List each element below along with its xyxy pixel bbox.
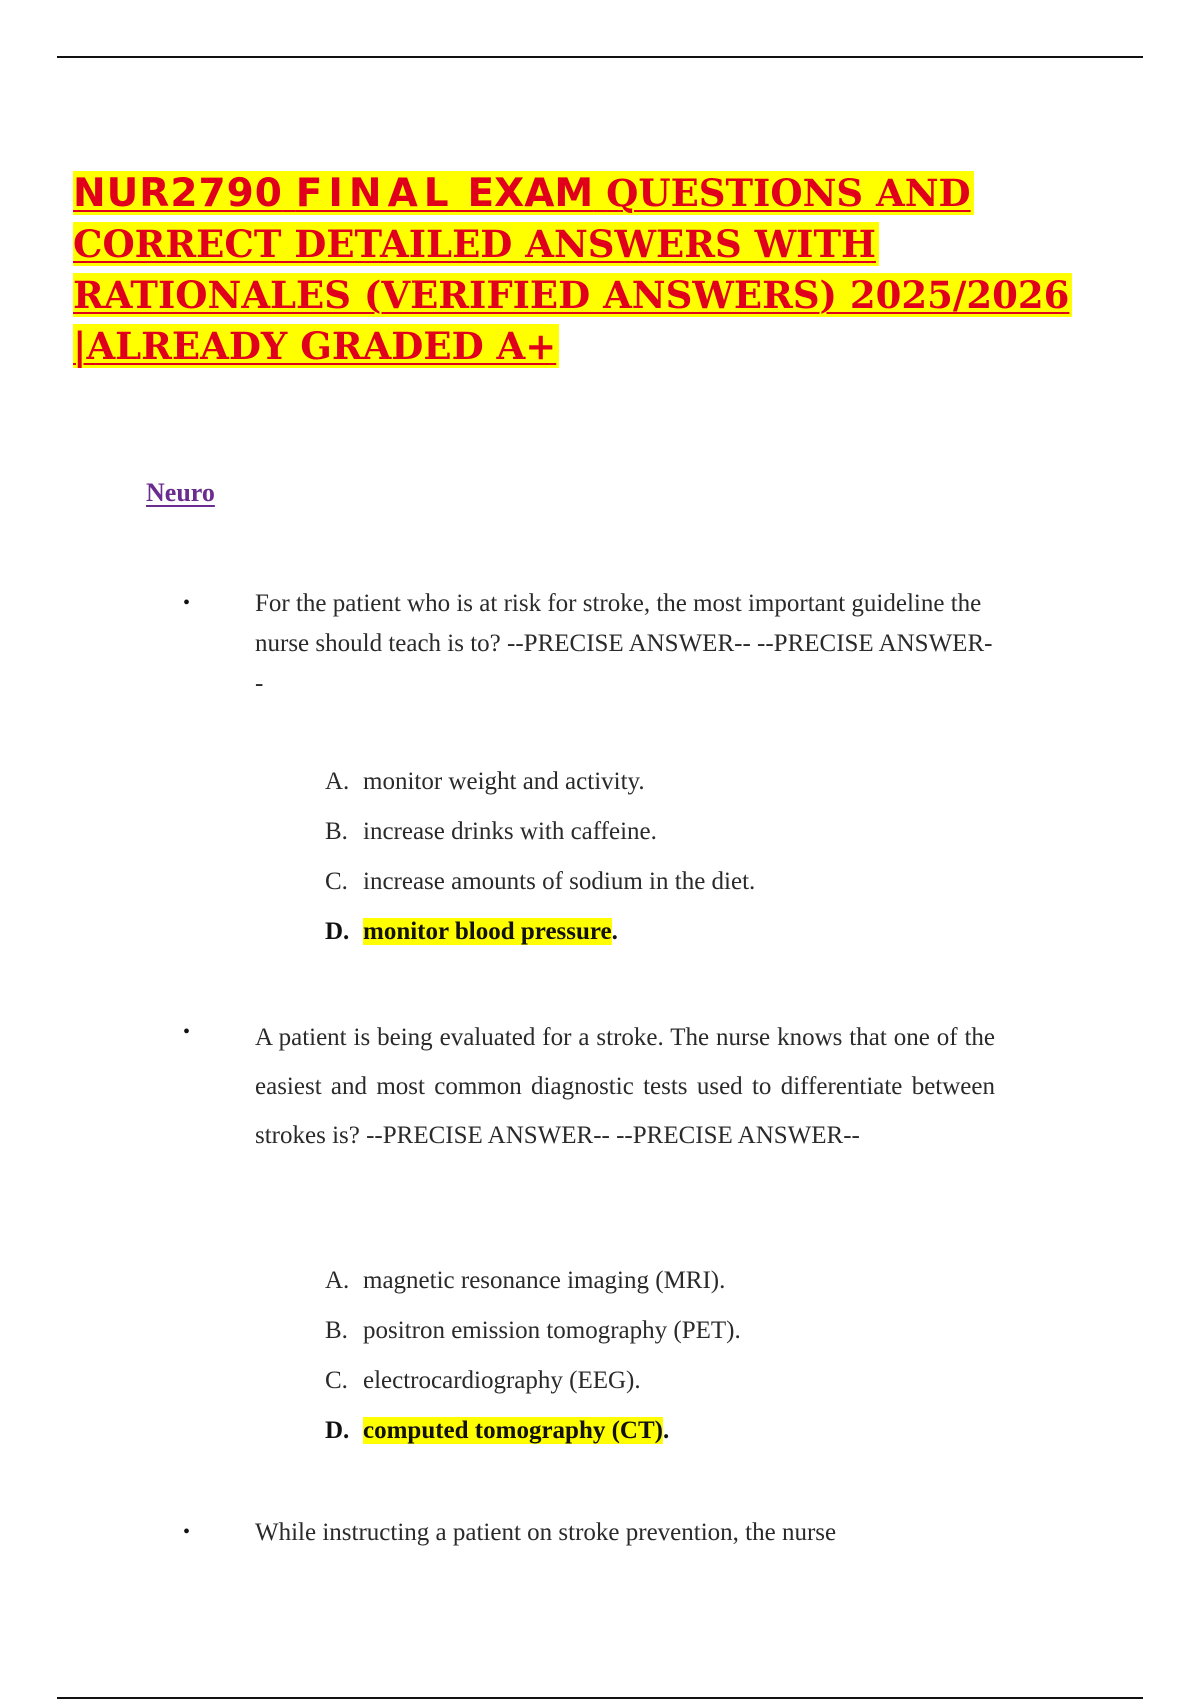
page-bottom-rule (57, 1697, 1143, 1699)
bullet-icon: • (183, 1021, 191, 1043)
document-title (73, 168, 1133, 372)
option-letter: B. (325, 818, 348, 845)
question-1-text: For the patient who is at risk for stroke, the most important guideline the nurse should teach is to? --PRECISE ANSWER-- --PRECISE ANSWER-- (255, 590, 993, 697)
option-item (325, 1356, 741, 1406)
option-item (325, 1256, 741, 1306)
option-text: monitor weight and activity. (363, 768, 645, 795)
option-text: electrocardiography (EEG). (363, 1367, 641, 1394)
option-text: increase amounts of sodium in the diet. (363, 868, 756, 895)
option-letter: D. (325, 1417, 350, 1444)
question-2-text: A patient is being evaluated for a stroke. The nurse knows that one of the easiest and most common diagnostic tests used to differentiate between strokes is? --PRECISE ANSWER-- --PRECISE ANSWER-- (255, 1024, 995, 1149)
option-text: magnetic resonance imaging (MRI). (363, 1267, 726, 1294)
page-top-rule (57, 56, 1143, 58)
option-suffix: . (611, 918, 618, 945)
question-2-options (325, 1256, 741, 1456)
title-highlight (73, 171, 1072, 368)
title-course-code: NUR2790 (73, 171, 283, 216)
title-word-final: FINAL (295, 171, 455, 216)
option-letter: C. (325, 1367, 348, 1394)
option-text: increase drinks with caffeine. (363, 818, 657, 845)
question-3-text: While instructing a patient on stroke prevention, the nurse (255, 1519, 837, 1546)
correct-answer-highlight: monitor blood pressure (363, 918, 612, 945)
option-suffix: . (663, 1417, 670, 1444)
question-1-options (325, 757, 755, 957)
bullet-icon: • (183, 1521, 191, 1543)
option-item (325, 857, 755, 907)
option-text: positron emission tomography (PET). (363, 1317, 741, 1344)
correct-option-item (325, 907, 755, 957)
option-letter: C. (325, 868, 348, 895)
title-rest: QUESTIONS AND CORRECT DETAILED ANSWERS WITH RATIONALES (VERIFIED ANSWERS) 2025/2026 |ALREADY GRADED A+ (73, 171, 1070, 368)
bullet-icon: • (183, 592, 191, 614)
option-item (325, 807, 755, 857)
correct-answer-highlight: computed tomography (CT) (363, 1417, 663, 1444)
option-letter: A. (325, 768, 350, 795)
option-item (325, 757, 755, 807)
option-letter: D. (325, 918, 350, 945)
correct-option-item (325, 1406, 741, 1456)
option-letter: B. (325, 1317, 348, 1344)
section-heading-neuro[interactable]: Neuro (146, 478, 215, 507)
option-item (325, 1306, 741, 1356)
option-letter: A. (325, 1267, 350, 1294)
title-word-exam: EXAM (467, 171, 594, 216)
